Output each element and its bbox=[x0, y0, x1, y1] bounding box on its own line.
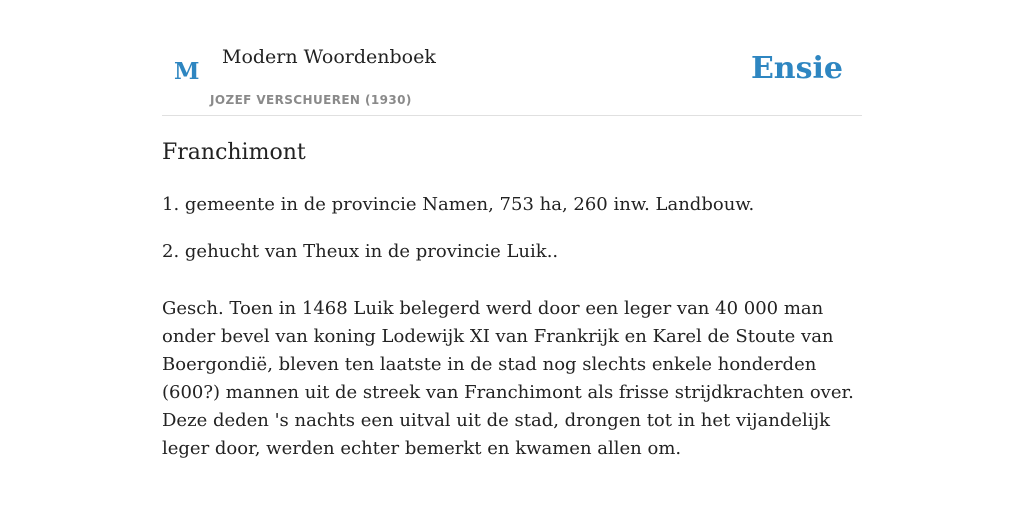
page-header bbox=[162, 40, 862, 116]
entry-title: Franchimont bbox=[162, 140, 306, 165]
history-paragraph: Gesch. Toen in 1468 Luik belegerd werd door een leger van 40 000 man onder bevel van koning Lodewijk XI van Frankrijk en Karel de Stoute van Boergondië, bleven ten laatste in de stad nog slechts enkele honderden (600?) mannen uit de streek van Franchimont als frisse strijdkrachten over. Deze deden 's nachts een uitval uit de stad, drongen tot in het vijandelijk leger door, werden echter bemerkt en kwamen allen om. bbox=[162, 298, 854, 459]
book-author: JOZEF VERSCHUEREN (1930) bbox=[210, 93, 412, 107]
definition-1: 1. gemeente in de provincie Namen, 753 ha, 260 inw. Landbouw. bbox=[162, 194, 755, 215]
book-title[interactable]: Modern Woordenboek bbox=[222, 46, 436, 68]
ensie-logo[interactable]: Ensie bbox=[750, 51, 843, 86]
book-icon[interactable]: M bbox=[174, 58, 200, 85]
definition-2: 2. gehucht van Theux in de provincie Luik.. bbox=[162, 241, 559, 262]
